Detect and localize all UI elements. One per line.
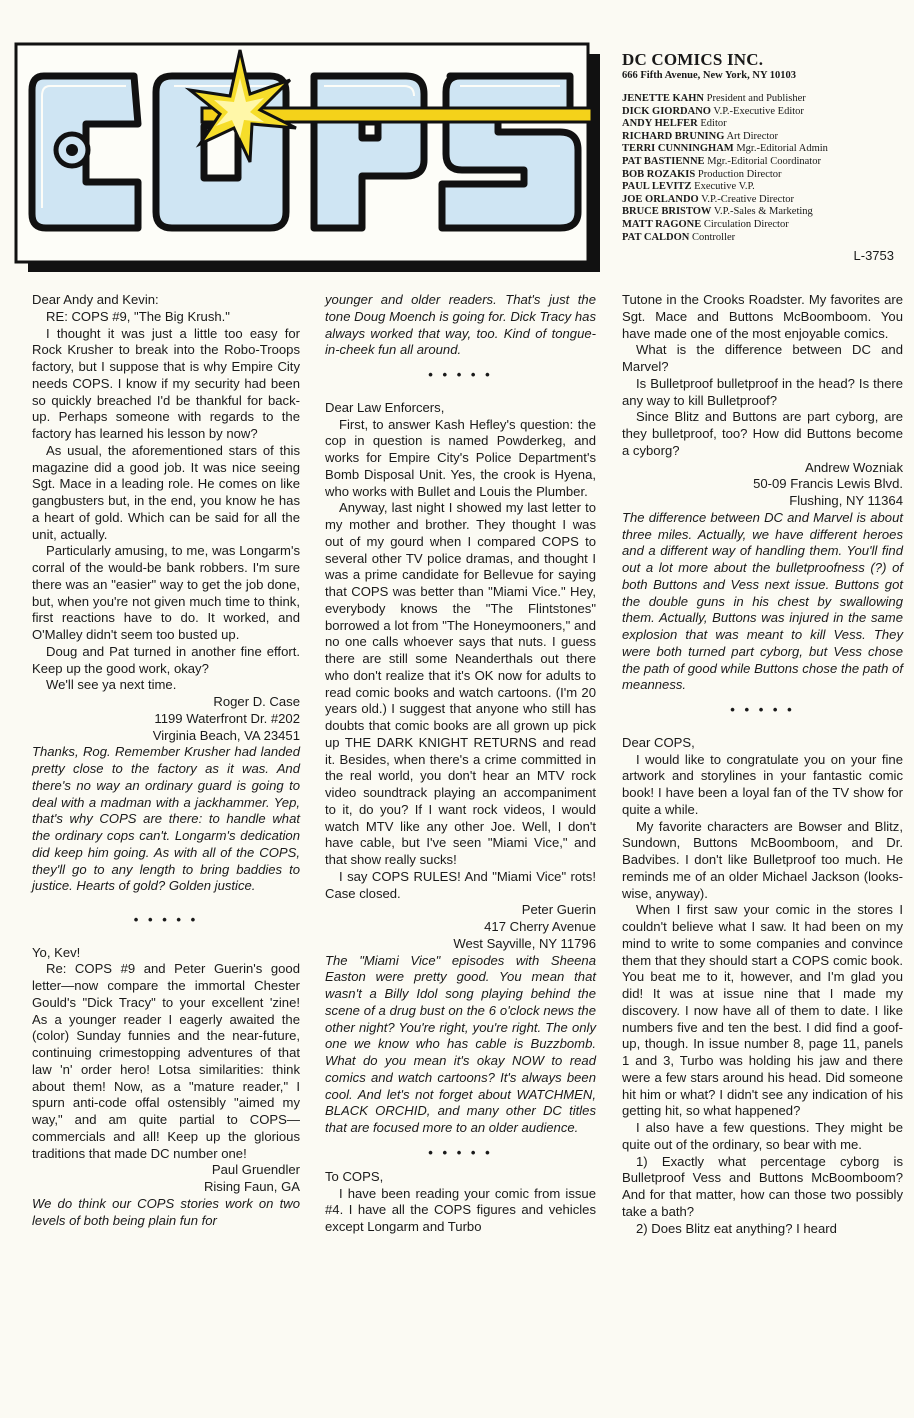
letter-greeting: Dear Andy and Kevin:	[32, 292, 159, 307]
signature-city: Flushing, NY 11364	[789, 493, 903, 508]
section-separator: • • • • •	[730, 702, 795, 717]
staff-item: BRUCE BRISTOW V.P.-Sales & Marketing	[622, 206, 813, 218]
staff-list	[622, 93, 904, 244]
staff-item: BOB ROZAKIS Production Director	[622, 168, 782, 180]
signature-city: West Sayville, NY 11796	[453, 935, 596, 951]
signature-address: 1199 Waterfront Dr. #202	[154, 710, 300, 726]
letter-paragraph: Tutone in the Crooks Roadster. My favorites are Sgt. Mace and Buttons McBoomboom. You have made one of the most enjoyable comics.	[622, 292, 903, 341]
letter-greeting: Dear Law Enforcers,	[325, 399, 445, 415]
masthead	[622, 50, 904, 263]
editor-reply: We do think our COPS stories work on two levels of both being plain fun for	[32, 1195, 300, 1228]
signature-name: Andrew Wozniak	[804, 459, 903, 475]
letter-paragraph: What is the difference between DC and Marvel?	[622, 342, 903, 374]
letter-paragraph: Anyway, last night I showed my last letter to my mother and brother. They thought I was out of my gourd when I compared COPS to several other TV police dramas, and thought I was a prime candidate for Bellevue for saying that COPS was better than "Miami Vice." Hey, everybody knows the "The Flintstones" borrowed a lot from "The Honeymooners," and no one calls whoever says that nuts. I guess there are still some Neanderthals out there who don't realize that it's OK now for adults to read comic books and watch cartoons. (I'm 20 years old.) I suggest that anyone who still has doubts that comic books are all grown up pick up THE DARK KNIGHT RETURNS and read it. Besides, when there's a crime committed in the real world, you don't hear an MTV rock video soundtrack playing an accompaniment to it, do you? If I want rock videos, I would watch MTV like any other Joe. Well, I don't have cable, but I've seen "Miami Vice," and that show really sucks!	[325, 500, 596, 867]
company-address: 666 Fifth Avenue, New York, NY 10103	[622, 70, 797, 81]
staff-item: TERRI CUNNINGHAM Mgr.-Editorial Admin	[622, 143, 828, 155]
section-separator: • • • • •	[428, 1144, 493, 1160]
staff-item: DICK GIORDANO V.P.-Executive Editor	[622, 105, 804, 117]
staff-item: JOE ORLANDO V.P.-Creative Director	[622, 193, 794, 205]
letter-paragraph: Since Blitz and Buttons are part cyborg, are they bulletproof, too? How did Buttons become a cyborg?	[622, 409, 903, 458]
signature-address: 417 Cherry Avenue	[484, 919, 596, 934]
letter-paragraph: I have been reading your comic from issue #4. I have all the COPS figures and vehicles except Longarm and Turbo	[325, 1185, 596, 1234]
editor-reply: younger and older readers. That's just the tone Doug Moench is going for. Dick Tracy has always worked that way, too. Kind of tongue-in-cheek fun all around.	[325, 292, 596, 358]
staff-item: PAUL LEVITZ Executive V.P.	[622, 181, 755, 193]
staff-item: PAT BASTIENNE Mgr.-Editorial Coordinator	[622, 155, 821, 167]
letters-column-1	[32, 292, 300, 1229]
letter-paragraph: When I first saw your comic in the stores I couldn't believe what I saw. It had been on my mind to write to some companies and convince them that they should start a COPS comic book. You beat me to it, however, and I'm glad you did! It was at issue nine that I made my discovery. I now have all of them to date. I like numbers five and ten the best. I did find a goof-up, though. In issue number 8, page 11, panels 1 and 3, Turbo was holding his jaw and there were a few stars around his head. Did someone hit him or what? I didn't see any indication of his getting hit, so what happened?	[622, 902, 903, 1119]
letter-paragraph: We'll see ya next time.	[46, 677, 177, 693]
section-separator: • • • • •	[133, 911, 199, 927]
letter-paragraph: Is Bulletproof bulletproof in the head? Is there any way to kill Bulletproof?	[622, 375, 903, 408]
letter-paragraph: First, to answer Kash Hefley's question: the cop in question is named Powderkeg, and works for Empire City's Police Department's Bomb Disposal Unit. Yes, the crook is Hyena, who works with Bullet and Louis the Plumber.	[325, 416, 596, 499]
letter-paragraph: I also have a few questions. They might be quite out of the ordinary, so bear with me.	[622, 1120, 903, 1152]
letter-paragraph: I thought it was just a little too easy for Rock Krusher to break into the Robo-Troops factory, but I suppose that is why Empire City needs COPS. I know if my security had been so quickly breached I'd be thankful for back-up. Perhaps someone with regards to the factory has learned his lesson by now?	[32, 325, 300, 441]
letter-paragraph: Re: COPS #9 and Peter Guerin's good letter—now compare the immortal Chester Gould's "Dick Tracy" to your excellent 'zine! As a younger reader I eagerly awaited the (color) Sunday funnies and the near-future, continuing crimestopping adventures of that law 'n' order hero! Lotsa similarities: think about them! Now, as a "mature reader," I spurn anti-code offal ostensibly "aimed my way," and am quite partial to COPS—commercials and all! Keep up the glorious traditions that made DC number one!	[32, 961, 300, 1161]
letter-paragraph: I would like to congratulate you on your fine artwork and storylines in your fantastic comic book! I have been a loyal fan of the TV show for quite a while.	[622, 751, 903, 817]
cops-logo	[14, 42, 602, 274]
staff-item: JENETTE KAHN President and Publisher	[622, 93, 806, 104]
signature-name: Peter Guerin	[521, 902, 596, 918]
editor-reply: Thanks, Rog. Remember Krusher had landed pretty close to the factory as it was. And there's no way an ordinary guard is going to deal with a madman with a jackhammer. Yep, that's why COPS are there: to handle what the ordinary cops can't. Longarm's dedication did keep him going. As with all of the COPS, they'll go to any length to bring baddies to justice. Hearts of gold? Golden justice.	[32, 744, 300, 894]
letter-greeting: Dear COPS,	[622, 734, 695, 750]
signature-city: Virginia Beach, VA 23451	[152, 727, 300, 743]
signature-address: 50-09 Francis Lewis Blvd.	[753, 476, 903, 492]
staff-item: RICHARD BRUNING Art Director	[622, 130, 779, 142]
staff-item: ANDY HELFER Editor	[622, 118, 727, 130]
letters-column-2	[325, 292, 596, 1236]
signature-name: Paul Gruendler	[211, 1162, 300, 1178]
letter-subject: RE: COPS #9, "The Big Krush."	[46, 308, 230, 324]
letter-paragraph: My favorite characters are Bowser and Blitz, Sundown, Buttons McBoomboom, and Dr. Badvibes. I don't like Bulletproof too much. He reminds me of an older Michael Jackson (looks-wise, anyway).	[622, 818, 903, 901]
signature-name: Roger D. Case	[213, 694, 300, 709]
letter-paragraph: Particularly amusing, to me, was Longarm's corral of the would-be bank robbers. I'm sure there was an "easier" way to get the job done, but, when you're not given much time to think, first reactions have to do. It worked, and O'Malley didn't seem too busted up.	[32, 543, 300, 642]
signature-city: Rising Faun, GA	[203, 1179, 300, 1194]
letter-paragraph: As usual, the aforementioned stars of this magazine did a good job. It was nice seeing Sgt. Mace in a leading role. He comes on like gangbusters but, in the end, you know he has a heart of gold. Which can be said for all the unit, actually.	[32, 442, 300, 542]
letter-greeting: Yo, Kev!	[32, 944, 81, 960]
letter-greeting: To COPS,	[325, 1168, 384, 1184]
staff-item: MATT RAGONE Circulation Director	[622, 218, 789, 230]
letter-paragraph: Doug and Pat turned in another fine effort. Keep up the good work, okay?	[32, 643, 300, 676]
staff-item: PAT CALDON Controller	[622, 231, 736, 243]
letter-paragraph: I say COPS RULES! And "Miami Vice" rots! Case closed.	[325, 868, 596, 901]
editor-reply: The difference between DC and Marvel is about three miles. Actually, we have different heroes and a different way of handling them. You'll find out a lot more about the bulletproofness (?) of both Buttons and Vess next issue. Buttons got the double guns in his chest by swallowing them. Actually, Buttons was injured in the same explosion that was meant to kill Vess. They were both turned part cyborg, but Vess chose the path of good while Buttons chose the path of meanness.	[622, 509, 903, 693]
letter-paragraph: 1) Exactly what percentage cyborg is Bulletproof Vess and Buttons McBoomboom? And for that matter, how can those two possibly take a bath?	[622, 1153, 903, 1219]
editor-reply: The "Miami Vice" episodes with Sheena Easton were pretty good. You mean that wasn't a Billy Idol song playing behind the scene of a drug bust on the 6 o'clock news the other night? You're right, you're right. The only one we know who has cable is Buzzbomb. What do you mean it's okay NOW to read comics and watch cartoons? It's always been cool. And let's not forget about WATCHMEN, BLACK ORCHID, and many other DC titles that are focused more to an older audience.	[325, 952, 596, 1135]
letters-column-3	[622, 292, 903, 1237]
letter-paragraph: 2) Does Blitz eat anything? I heard	[636, 1220, 837, 1236]
issue-code: L-3753	[853, 248, 894, 263]
company-name: DC COMICS INC.	[622, 50, 764, 69]
section-separator: • • • • •	[428, 367, 493, 382]
